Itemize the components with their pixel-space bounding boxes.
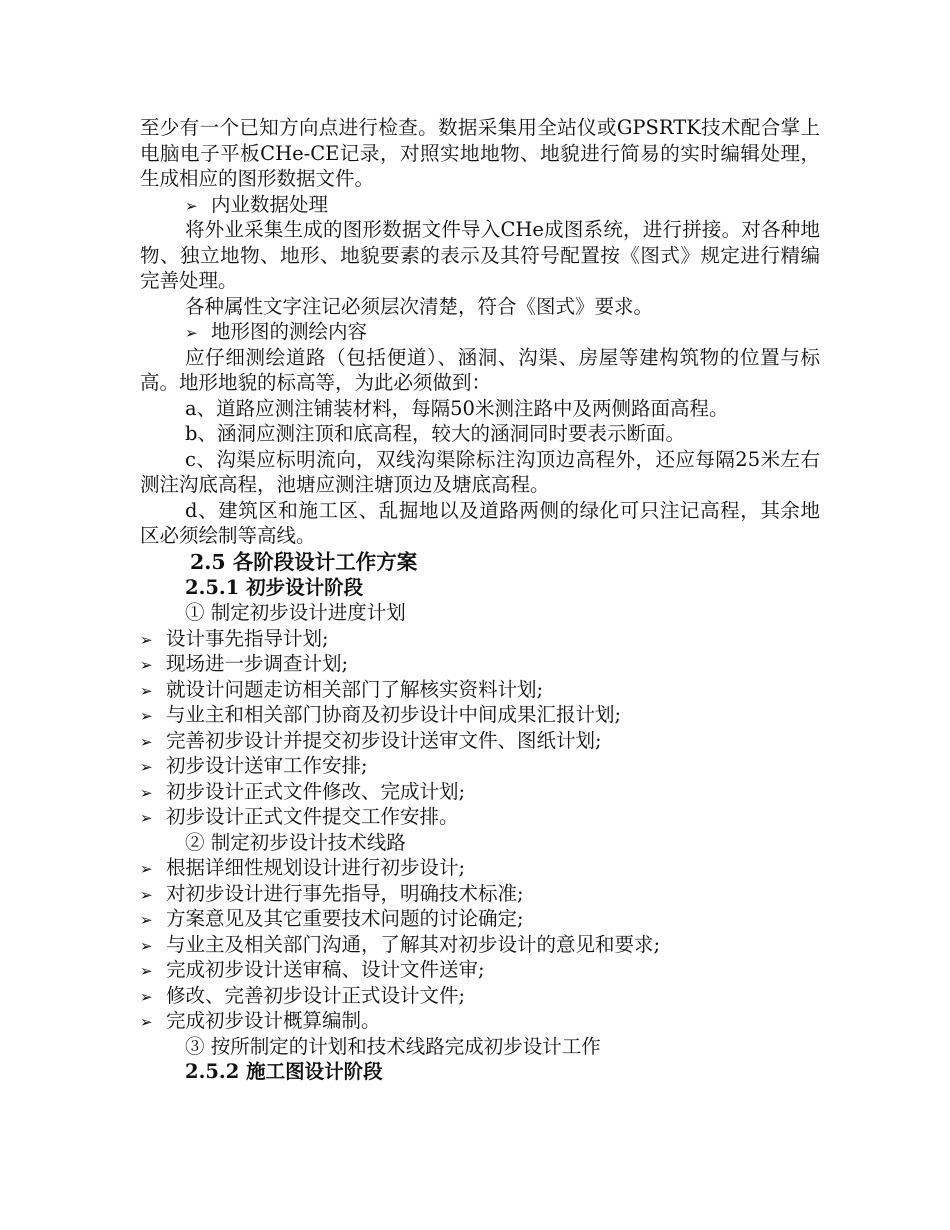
list-item [140,804,820,830]
plan-list [140,626,820,830]
heading-inner-data-processing [140,192,820,218]
arrow-bullet-icon: ➢ [140,630,153,649]
arrow-bullet-icon: ➢ [185,196,198,215]
list-item-text: 初步设计送审工作安排; [166,754,368,777]
list-item-text: 与业主及相关部门沟通，了解其对初步设计的意见和要求; [166,932,661,956]
arrow-bullet-icon: ➢ [140,962,153,980]
list-item-text: 与业主和相关部门协商及初步设计中间成果汇报计划; [166,703,622,726]
document-body [140,115,820,1085]
arrow-bullet-icon: ➢ [140,1013,153,1031]
list-item-text: 完善初步设计并提交初步设计送审文件、图纸计划; [166,728,602,752]
section-heading-2-5: 2.5 各阶段设计工作方案 [190,549,418,574]
list-item-text: 现场进一步调查计划; [166,652,349,675]
list-item [140,957,820,983]
list-item [140,881,820,907]
arrow-bullet-icon: ➢ [140,936,153,955]
tech-list [140,855,820,1034]
item-b-culverts: b、涵洞应测注顶和底高程，较大的涵洞同时要表示断面。 [185,422,685,445]
list-item-text: 初步设计正式文件提交工作安排。 [166,805,459,828]
paragraph-data-collection: 至少有一个已知方向点进行检查。数据采集用全站仪或GPSRTK技术配合掌上电脑电子平板CHe-CE记录，对照实地地物、地貌进行简易的实时编辑处理，生成相应的图形数据文件。 [140,116,820,190]
list-item-text: 完成初步设计概算编制。 [166,1009,381,1032]
step-1-progress-plan: ① 制定初步设计进度计划 [185,601,406,624]
arrow-bullet-icon: ➢ [140,656,153,674]
item-a-roads: a、道路应测注铺装材料，每隔50米测注路中及两侧路面高程。 [185,396,729,420]
arrow-bullet-icon: ➢ [140,987,153,1006]
item-c-ditches: c、沟渠应标明流向，双线沟渠除标注沟顶边高程外，还应每隔25米左右测注沟底高程，池塘应测注塘顶边及塘底高程。 [140,447,820,496]
step-2-tech-route: ② 制定初步设计技术线路 [185,830,406,854]
list-item [140,728,820,754]
list-item-text: 就设计问题走访相关部门了解核实资料计划; [166,677,544,701]
heading-topo-content [140,319,820,345]
list-item [140,651,820,677]
list-item [140,779,820,805]
heading-text: 内业数据处理 [211,192,329,216]
arrow-bullet-icon: ➢ [140,885,153,904]
list-item [140,626,820,652]
arrow-bullet-icon: ➢ [140,911,153,929]
heading-text: 地形图的测绘内容 [211,320,368,343]
list-item [140,932,820,958]
section-heading-2-5-2: 2.5.2 施工图设计阶段 [185,1060,383,1083]
list-item-text: 方案意见及其它重要技术问题的讨论确定; [166,907,524,930]
step-3-complete-design: ③ 按所制定的计划和技术线路完成初步设计工作 [185,1034,601,1058]
arrow-bullet-icon: ➢ [140,758,153,776]
list-item [140,1008,820,1034]
paragraph-survey-requirements: 应仔细测绘道路（包括便道）、涵洞、沟渠、房屋等建构筑物的位置与标高。地形地貌的标高等，为此必须做到： [140,345,820,394]
list-item [140,702,820,728]
list-item [140,677,820,703]
arrow-bullet-icon: ➢ [140,707,153,725]
section-heading-2-5-1: 2.5.1 初步设计阶段 [185,575,364,599]
arrow-bullet-icon: ➢ [185,324,198,342]
list-item-text: 完成初步设计送审稿、设计文件送审; [166,958,485,981]
arrow-bullet-icon: ➢ [140,860,153,878]
list-item [140,906,820,932]
list-item-text: 根据详细性规划设计进行初步设计; [166,856,466,879]
list-item-text: 对初步设计进行事先指导，明确技术标准; [166,881,524,905]
item-d-buildings: d、建筑区和施工区、乱掘地以及道路两侧的绿化可只注记高程，其余地区必须绘制等高线。 [140,498,820,547]
paragraph-annotation: 各种属性文字注记必须层次清楚，符合《图式》要求。 [185,294,654,318]
list-item-text: 修改、完善初步设计正式设计文件; [166,983,466,1007]
paragraph-import-data: 将外业采集生成的图形数据文件导入CHe成图系统，进行拼接。对各种地物、独立地物、地形、地貌要素的表示及其符号配置按《图式》规定进行精编完善处理。 [140,218,820,292]
list-item-text: 初步设计正式文件修改、完成计划; [166,779,466,803]
arrow-bullet-icon: ➢ [140,809,153,827]
arrow-bullet-icon: ➢ [140,783,153,802]
arrow-bullet-icon: ➢ [140,732,153,751]
list-item [140,753,820,779]
arrow-bullet-icon: ➢ [140,681,153,700]
list-item-text: 设计事先指导计划; [166,626,329,650]
list-item [140,983,820,1009]
list-item [140,855,820,881]
